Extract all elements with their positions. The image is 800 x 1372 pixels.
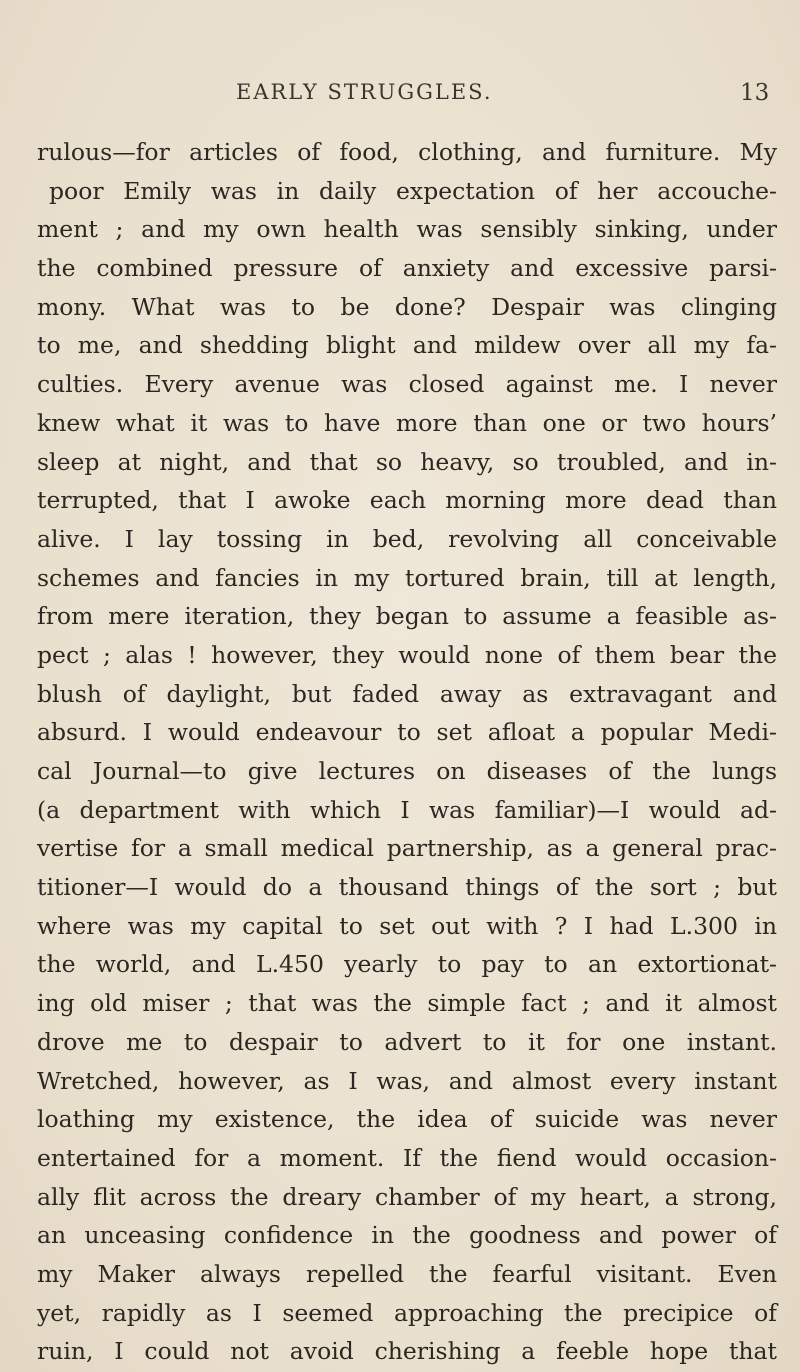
running-title: EARLY STRUGGLES. (236, 80, 493, 104)
text-line: loathing my existence, the idea of suicide was never (37, 1105, 777, 1134)
text-line: mony. What was to be done? Despair was clinging (37, 292, 777, 321)
text-line: the combined pressure of anxiety and excessive parsi- (37, 254, 777, 283)
text-line: ing old miser ; that was the simple fact ; and it almost (37, 989, 777, 1018)
text-line: poor Emily was in daily expectation of her accouche- (49, 176, 777, 205)
text-line: the world, and L.450 yearly to pay to an extortionat- (37, 950, 777, 979)
text-line: rulous—for articles of food, clothing, and furniture. My (37, 138, 777, 166)
text-line: ruin, I could not avoid cherishing a feeble hope that (37, 1337, 777, 1366)
text-line: terrupted, that I awoke each morning more dead than (37, 486, 777, 515)
text-line: culties. Every avenue was closed against me. I never (37, 370, 777, 399)
text-line: ment ; and my own health was sensibly sinking, under (37, 215, 777, 244)
text-line: blush of daylight, but faded away as extravagant and (37, 679, 777, 708)
text-line: an unceasing confidence in the goodness and power of (37, 1221, 777, 1250)
text-line: from mere iteration, they began to assume a feasible as- (37, 602, 777, 631)
text-line: entertained for a moment. If the fiend would occasion- (37, 1143, 777, 1172)
page-number: 13 (740, 80, 770, 106)
text-line: yet, rapidly as I seemed approaching the precipice of (37, 1298, 777, 1327)
text-line: where was my capital to set out with ? I had L.300 in (37, 911, 777, 940)
text-line: alive. I lay tossing in bed, revolving all conceivable (37, 524, 777, 553)
text-line: sleep at night, and that so heavy, so troubled, and in- (37, 447, 777, 476)
text-line: absurd. I would endeavour to set afloat a popular Medi- (37, 718, 777, 747)
running-head (0, 80, 800, 108)
text-line: my Maker always repelled the fearful visitant. Even (37, 1259, 777, 1288)
text-line: to me, and shedding blight and mildew over all my fa- (37, 331, 777, 360)
text-line: pect ; alas ! however, they would none of them bear the (37, 640, 777, 669)
text-line: vertise for a small medical partnership, as a general prac- (37, 834, 777, 863)
text-line: cal Journal—to give lectures on diseases of the lungs (37, 757, 777, 785)
text-line: knew what it was to have more than one or two hours’ (37, 408, 777, 437)
text-line: titioner—I would do a thousand things of the sort ; but (37, 873, 777, 902)
text-line: Wretched, however, as I was, and almost every instant (37, 1066, 777, 1095)
text-line: drove me to despair to advert to it for one instant. (37, 1027, 777, 1056)
text-line: ally flit across the dreary chamber of my heart, a strong, (37, 1182, 777, 1211)
body-text (37, 133, 777, 1371)
text-line: (a department with which I was familiar)—I would ad- (37, 795, 777, 824)
text-line: schemes and fancies in my tortured brain, till at length, (37, 563, 777, 592)
